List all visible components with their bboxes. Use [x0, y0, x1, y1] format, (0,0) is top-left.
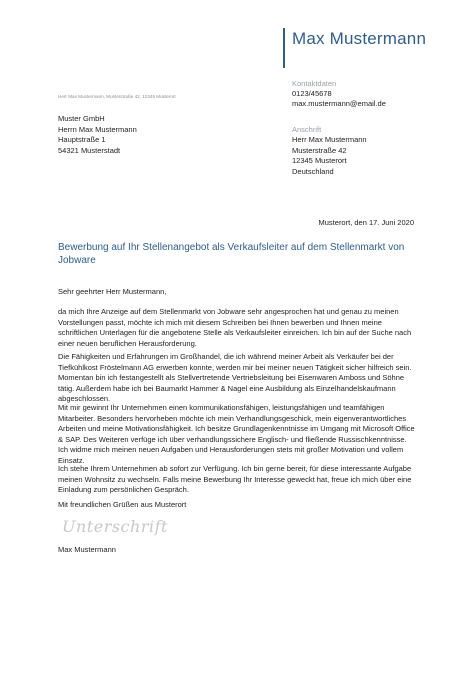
signature-placeholder: Unterschrift: [62, 517, 168, 536]
letter-date: Musterort, den 17. Juni 2020: [318, 218, 414, 227]
body-paragraph: da mich Ihre Anzeige auf dem Stellenmarkt von Jobware sehr angesprochen hat und genau zu meinen Vorstellungen passt, möchte ich mich mit diesem Schreiben bei Ihnen bewerben und Ihnen meine schriftlichen Unterlagen für die angebotene Stelle als Verkaufsleiter einreichen. Ich bin auf der Suche nach einer neuen beruflichen Herausforderung.: [58, 307, 412, 348]
email-address: max.mustermann@email.de: [292, 99, 386, 108]
sender-return-line: Herr Max Mustermann, Musterstraße 42, 12345 Musterort: [58, 94, 176, 99]
address-line: Herr Max Mustermann: [292, 135, 367, 144]
letter-subject: Bewerbung auf Ihr Stellenangebot als Verkaufsleiter auf dem Stellenmarkt von Jobware: [58, 242, 405, 266]
recipient-line: Muster GmbH: [58, 114, 105, 123]
recipient-line: Hauptstraße 1: [58, 135, 106, 144]
salutation: Sehr geehrter Herr Mustermann,: [58, 287, 167, 296]
address-line: 12345 Musterort: [292, 156, 347, 165]
address-line: Musterstraße 42: [292, 145, 347, 155]
applicant-name: Max Mustermann: [292, 29, 427, 48]
header-accent-line: [283, 28, 285, 68]
recipient-address: [58, 114, 137, 156]
address-block: [292, 135, 367, 177]
body-paragraph: Mit mir gewinnt Ihr Unternehmen einen kommunikationsfähigen, leistungsfähigen und teamfähigen Mitarbeiter. Besonders hervorheben möchte ich mein Verhandlungsgeschick, mein eigenverantwortliches Arbeiten und meine Motivationsfähigkeit. Ich besitze Grundlagenkenntnisse im Umgang mit Microsoft Office & SAP. Des Weiteren verfüge ich über verhandlungssichere Englisch- und fließende Russischkenntnisse. Ich widme mich meinen neuen Aufgaben und Herausforderungen stets mit großer Motivation und vollem Einsatz.: [58, 403, 415, 465]
address-line: Deutschland: [292, 166, 334, 176]
body-paragraph: Ich stehe Ihrem Unternehmen ab sofort zur Verfügung. Ich bin gerne bereit, für diese interessante Aufgabe meinen Wohnsitz zu wechseln. Falls meine Bewerbung Ihr Interesse geweckt hat, freue ich mich über eine Einladung zum persönlichen Gespräch.: [58, 464, 412, 495]
phone-number: 0123/45678: [292, 89, 332, 98]
body-paragraph: Die Fähigkeiten und Erfahrungen im Großhandel, die ich während meiner Arbeit als Verkäufer bei der Tiefkühlkost Fröstelmann AG erwerben konnte, werden mir bei meiner neuen Tätigkeit sicher hilfreich sein. Momentan bin ich festangestellt als Stellvertretende Vertriebsleitung bei Eisenwaren Amboss und Söhne tätig. Außerdem habe ich bei Baumarkt Hammer & Nagel eine Ausbildung als Einzelhandelskaufmann abgeschlossen.: [58, 352, 412, 404]
recipient-line: Herrn Max Mustermann: [58, 124, 137, 134]
recipient-line: 54321 Musterstadt: [58, 145, 121, 155]
address-label: Anschrift: [292, 125, 322, 134]
signer-name: Max Mustermann: [58, 545, 116, 554]
contact-label: Kontaktdaten: [292, 79, 337, 88]
closing: Mit freundlichen Grüßen aus Musterort: [58, 500, 187, 509]
